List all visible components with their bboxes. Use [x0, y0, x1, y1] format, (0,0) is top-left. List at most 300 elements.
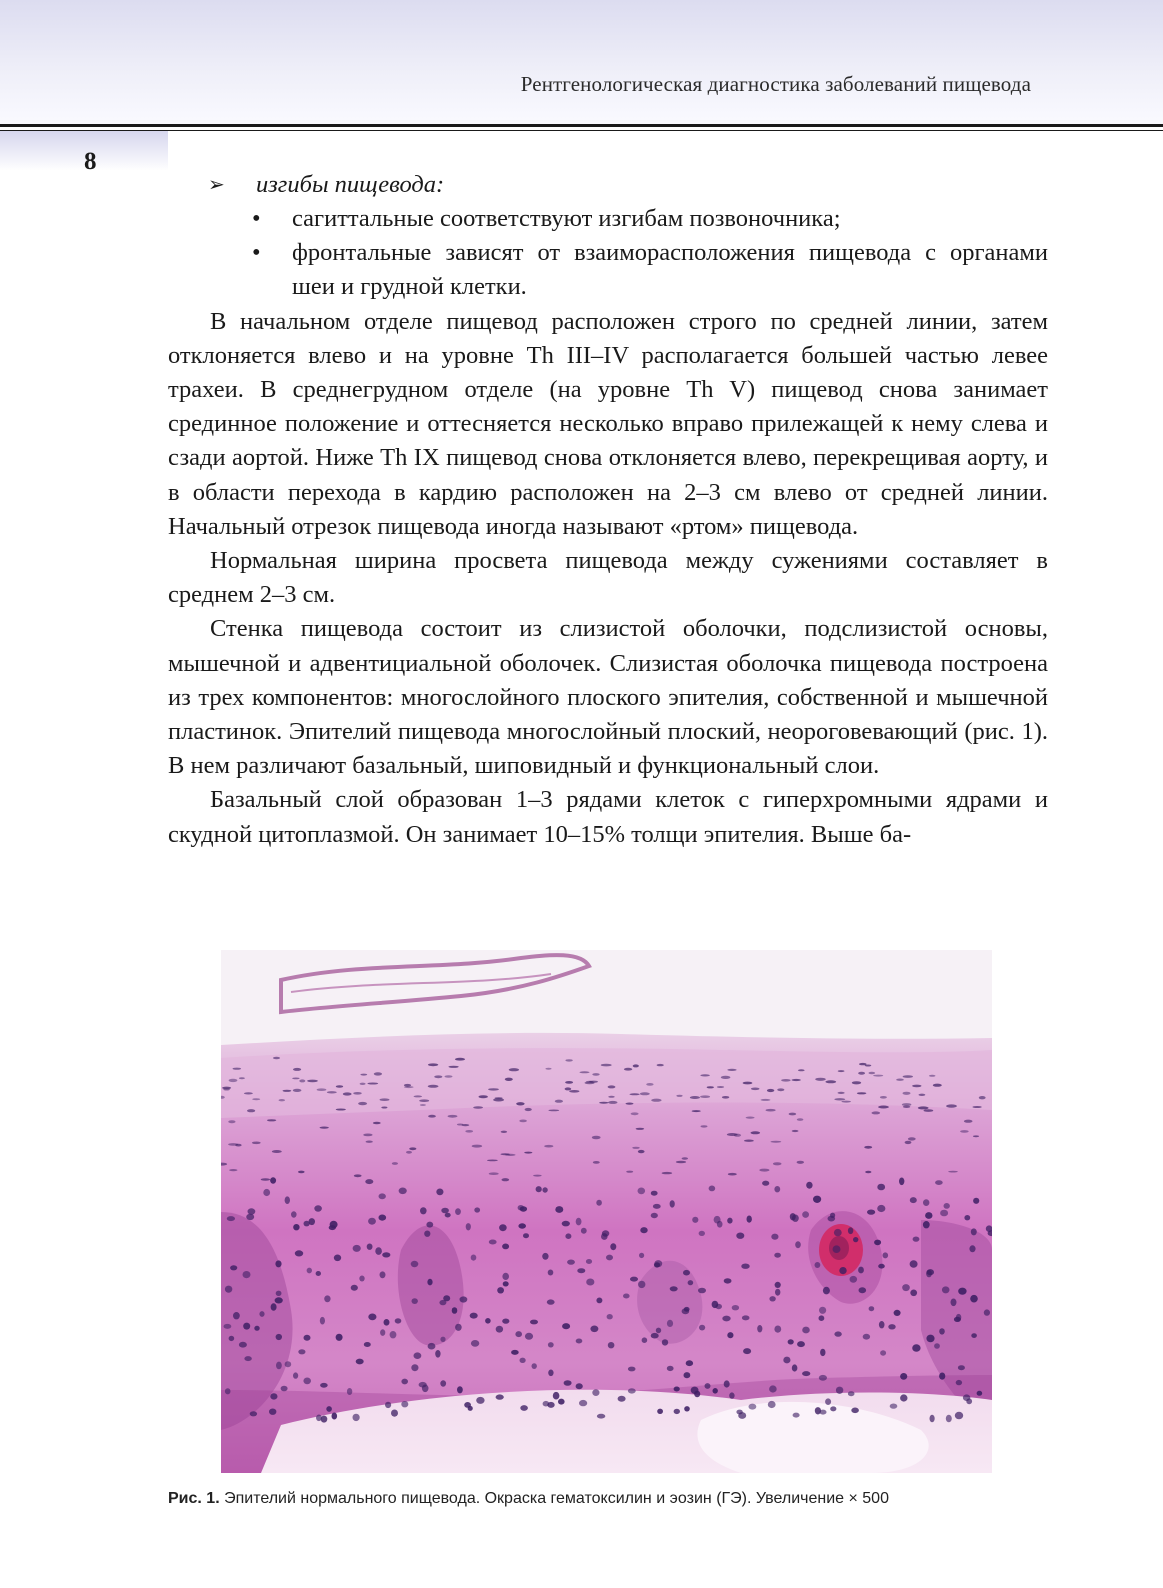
cell-nucleus [228, 1120, 235, 1123]
cell-nucleus [768, 1401, 776, 1408]
cell-nucleus [441, 1208, 449, 1214]
cell-nucleus [273, 1057, 280, 1060]
cell-nucleus [365, 1179, 373, 1184]
cell-nucleus [759, 1169, 769, 1172]
cell-nucleus [224, 1324, 232, 1329]
cell-nucleus [392, 1162, 398, 1165]
cell-nucleus [601, 1064, 612, 1067]
cell-nucleus [927, 1269, 934, 1275]
cell-nucleus [958, 1288, 966, 1295]
cell-nucleus [819, 1307, 826, 1314]
cell-nucleus [743, 1082, 753, 1085]
cell-nucleus [419, 1382, 427, 1388]
cell-nucleus [488, 1088, 499, 1090]
cell-nucleus [971, 1333, 977, 1338]
cell-nucleus [434, 1075, 442, 1078]
cell-nucleus [905, 1141, 912, 1144]
arrow-bullet-icon: ➢ [208, 174, 225, 196]
cell-nucleus [815, 1262, 821, 1268]
cell-nucleus [320, 1317, 325, 1325]
cell-nucleus [360, 1074, 367, 1076]
cell-nucleus [285, 1361, 292, 1367]
cell-nucleus [374, 1072, 382, 1075]
cell-nucleus [597, 1414, 605, 1419]
cell-nucleus [903, 1092, 911, 1095]
cell-nucleus [455, 1208, 461, 1215]
figure-caption [168, 1490, 889, 1508]
cell-nucleus [411, 1261, 419, 1267]
cell-nucleus [684, 1307, 690, 1312]
cell-nucleus [279, 1099, 285, 1101]
cell-nucleus [501, 1131, 507, 1133]
header-band [0, 0, 1163, 124]
cell-nucleus [608, 1085, 616, 1088]
cell-nucleus [823, 1287, 830, 1295]
cell-nucleus [324, 1295, 330, 1302]
cell-nucleus [263, 1189, 270, 1196]
cell-nucleus [428, 1115, 436, 1118]
cell-nucleus [426, 1222, 433, 1228]
cell-nucleus [771, 1141, 782, 1143]
cell-nucleus [326, 1406, 332, 1412]
cell-nucleus [303, 1378, 311, 1385]
cell-nucleus [960, 1130, 969, 1133]
cell-nucleus [797, 1118, 803, 1121]
cell-nucleus [841, 1101, 851, 1103]
cell-nucleus [946, 1415, 952, 1422]
cell-nucleus [684, 1372, 691, 1378]
cell-nucleus [524, 1152, 532, 1154]
list-heading [168, 168, 1048, 202]
cell-nucleus [460, 1296, 468, 1302]
cell-nucleus [926, 1335, 934, 1343]
cell-nucleus [813, 1196, 821, 1203]
cell-nucleus [225, 1286, 232, 1293]
cell-nucleus [858, 1267, 864, 1274]
cell-nucleus [653, 1204, 661, 1209]
cell-nucleus [511, 1350, 519, 1355]
cell-nucleus [536, 1186, 542, 1192]
cell-nucleus [869, 1072, 876, 1074]
cell-nucleus [379, 1215, 387, 1221]
cell-nucleus [474, 1207, 480, 1212]
cell-nucleus [243, 1323, 250, 1330]
cell-nucleus [562, 1221, 570, 1227]
paragraph: Базальный слой образован 1–3 рядами клеток с гиперхромными ядрами и скудной цитоплазмой. Он занимает 10–15% толщи эпителия. Выше ба- [168, 786, 1048, 848]
cell-nucleus [525, 1333, 533, 1340]
cell-nucleus [363, 1134, 372, 1137]
cell-nucleus [353, 1245, 361, 1252]
cell-nucleus [802, 1211, 809, 1218]
cell-nucleus [956, 1380, 962, 1385]
histology-micrograph [221, 950, 992, 1473]
cell-nucleus [307, 1268, 312, 1274]
cell-nucleus [834, 1331, 841, 1336]
cell-nucleus [518, 1223, 526, 1228]
cell-nucleus [270, 1177, 276, 1183]
cell-nucleus [401, 1401, 408, 1407]
cell-nucleus [815, 1407, 821, 1414]
cell-nucleus [283, 1090, 292, 1092]
cell-nucleus [420, 1104, 426, 1106]
cell-nucleus [276, 1334, 282, 1340]
cell-nucleus [899, 1178, 904, 1186]
cell-nucleus [834, 1098, 845, 1100]
cell-nucleus [662, 1339, 668, 1345]
cell-nucleus [375, 1247, 382, 1255]
cell-nucleus [797, 1341, 805, 1347]
cell-nucleus [520, 1405, 528, 1411]
cell-nucleus [291, 1211, 297, 1217]
cell-nucleus [379, 1193, 386, 1199]
cell-nucleus [939, 1373, 945, 1380]
cell-nucleus [935, 1180, 943, 1185]
cell-nucleus [774, 1186, 780, 1192]
cell-nucleus [419, 1099, 429, 1102]
cell-nucleus [565, 1059, 572, 1061]
cell-nucleus [243, 1271, 251, 1278]
cell-nucleus [684, 1406, 690, 1411]
cell-nucleus [304, 1335, 311, 1341]
list-heading-text: изгибы пищевода: [256, 171, 445, 198]
cell-nucleus [515, 1331, 522, 1337]
cell-nucleus [741, 1264, 749, 1269]
cell-nucleus [359, 1276, 364, 1282]
cell-nucleus [896, 1079, 904, 1081]
cell-nucleus [964, 1120, 973, 1123]
cell-nucleus [902, 1284, 910, 1291]
cell-nucleus [910, 1197, 917, 1203]
cell-nucleus [381, 1107, 387, 1109]
cell-nucleus [636, 1128, 645, 1130]
cell-nucleus [646, 1083, 653, 1086]
cell-nucleus [919, 1094, 926, 1096]
cell-nucleus [853, 1237, 858, 1242]
cell-nucleus [464, 1402, 471, 1408]
cell-nucleus [320, 1127, 329, 1129]
cell-nucleus [850, 1276, 858, 1283]
cell-nucleus [353, 1414, 360, 1421]
cell-nucleus [293, 1068, 301, 1071]
cell-nucleus [713, 1388, 718, 1394]
cell-nucleus [440, 1337, 445, 1342]
cell-nucleus [292, 1078, 299, 1080]
cell-nucleus [747, 1216, 752, 1223]
cell-nucleus [781, 1079, 791, 1082]
cell-nucleus [479, 1095, 488, 1098]
cell-nucleus [314, 1205, 322, 1211]
cell-nucleus [918, 1106, 929, 1109]
cell-nucleus [798, 1069, 805, 1071]
cell-nucleus [626, 1171, 633, 1173]
cell-nucleus [440, 1380, 446, 1386]
cell-nucleus [239, 1077, 245, 1079]
cell-nucleus [783, 1357, 790, 1364]
cell-nucleus [834, 1229, 842, 1236]
cell-nucleus [903, 1075, 913, 1078]
list-item [168, 202, 1048, 236]
cell-nucleus [275, 1297, 283, 1303]
cell-nucleus [562, 1323, 570, 1329]
cell-nucleus [356, 1359, 364, 1365]
cell-nucleus [912, 1085, 921, 1088]
cell-nucleus [593, 1161, 600, 1164]
cell-nucleus [259, 1311, 264, 1317]
cell-nucleus [543, 1401, 550, 1407]
cell-nucleus [724, 1380, 730, 1387]
cell-nucleus [682, 1157, 688, 1159]
cell-nucleus [872, 1111, 881, 1114]
cell-nucleus [902, 1103, 912, 1106]
cell-nucleus [676, 1161, 686, 1163]
cell-nucleus [766, 1109, 776, 1112]
cell-nucleus [547, 1299, 555, 1304]
cell-nucleus [692, 1217, 698, 1223]
caption-label: Рис. 1. [168, 1490, 220, 1507]
cell-nucleus [261, 1178, 270, 1180]
cell-nucleus [727, 1069, 736, 1071]
cell-nucleus [229, 1169, 237, 1171]
cell-nucleus [825, 1080, 836, 1083]
cell-nucleus [503, 1281, 509, 1286]
cell-nucleus [757, 1325, 762, 1332]
cell-nucleus [971, 1228, 977, 1235]
cell-nucleus [320, 1383, 328, 1388]
cell-nucleus [548, 1370, 553, 1377]
cell-nucleus [332, 1413, 338, 1420]
cell-nucleus [555, 1100, 563, 1103]
cell-nucleus [929, 1075, 936, 1077]
cell-nucleus [471, 1255, 477, 1261]
cell-nucleus [699, 1325, 705, 1331]
cell-nucleus [749, 1404, 757, 1410]
cell-nucleus [852, 1081, 861, 1084]
cell-nucleus [838, 1070, 845, 1072]
cell-nucleus [970, 1295, 978, 1303]
cell-nucleus [452, 1307, 458, 1314]
cell-nucleus [244, 1092, 253, 1094]
cell-nucleus [701, 1125, 708, 1127]
cell-nucleus [385, 1402, 391, 1408]
cell-nucleus [728, 1173, 737, 1176]
cell-nucleus [746, 1117, 755, 1119]
cell-nucleus [709, 1186, 716, 1192]
cell-nucleus [623, 1294, 630, 1299]
cell-nucleus [714, 1216, 721, 1224]
cell-nucleus [839, 1267, 846, 1274]
cell-nucleus [269, 1409, 276, 1415]
cell-nucleus [775, 1289, 780, 1296]
cell-nucleus [628, 1388, 636, 1393]
cell-nucleus [864, 1146, 872, 1149]
cell-nucleus [851, 1408, 859, 1414]
cell-nucleus [586, 1279, 594, 1286]
cell-nucleus [576, 1218, 582, 1226]
cell-nucleus [497, 1287, 504, 1293]
list-item-text: фронтальные зависят от взаиморасположения пищевода с органами шеи и грудной клетки. [292, 239, 1048, 301]
header-rule [0, 124, 1163, 127]
cell-nucleus [633, 1064, 639, 1067]
cell-nucleus [401, 1379, 408, 1385]
cell-nucleus [863, 1334, 870, 1340]
cell-nucleus [715, 1304, 722, 1309]
bullet-dot-icon: • [252, 239, 261, 267]
cell-nucleus [869, 1306, 875, 1311]
cell-nucleus [567, 1260, 575, 1265]
cell-nucleus [601, 1233, 608, 1240]
cell-nucleus [795, 1241, 801, 1248]
cell-nucleus [382, 1252, 390, 1257]
cell-nucleus [411, 1364, 418, 1371]
cell-nucleus [272, 1150, 282, 1153]
cell-nucleus [742, 1315, 750, 1320]
cell-nucleus [520, 1358, 526, 1363]
cell-nucleus [686, 1360, 693, 1366]
cell-nucleus [979, 1096, 986, 1099]
cell-nucleus [576, 1339, 583, 1344]
cell-nucleus [329, 1225, 336, 1230]
cell-nucleus [473, 1106, 483, 1109]
cell-nucleus [654, 1260, 662, 1267]
cell-nucleus [788, 1339, 794, 1344]
cell-nucleus [327, 1091, 337, 1093]
cell-nucleus [499, 1224, 507, 1231]
cell-nucleus [727, 1218, 732, 1224]
cell-nucleus [233, 1068, 242, 1070]
cell-nucleus [933, 1084, 942, 1087]
cell-nucleus [275, 1260, 281, 1267]
cell-nucleus [495, 1097, 503, 1099]
cell-nucleus [651, 1213, 658, 1218]
cell-nucleus [973, 1135, 979, 1137]
cell-nucleus [406, 1151, 412, 1154]
cell-nucleus [358, 1102, 367, 1105]
cell-nucleus [802, 1371, 810, 1376]
cell-nucleus [789, 1113, 797, 1116]
cell-nucleus [833, 1245, 841, 1253]
cell-nucleus [285, 1196, 290, 1204]
cell-nucleus [399, 1188, 407, 1195]
cell-nucleus [608, 1342, 615, 1348]
cell-nucleus [505, 1078, 513, 1081]
cell-nucleus [336, 1085, 343, 1087]
cell-nucleus [295, 1250, 303, 1256]
cell-nucleus [944, 1203, 950, 1209]
cell-nucleus [771, 1234, 778, 1240]
cell-nucleus [879, 1321, 885, 1328]
cell-nucleus [391, 1410, 398, 1417]
cell-nucleus [908, 1137, 916, 1140]
cell-nucleus [281, 1386, 288, 1392]
cell-nucleus [225, 1388, 231, 1394]
cell-nucleus [878, 1106, 889, 1109]
cell-nucleus [880, 1350, 886, 1355]
cell-nucleus [858, 1072, 865, 1075]
cell-nucleus [629, 1093, 639, 1095]
cell-nucleus [545, 1068, 551, 1070]
cell-nucleus [293, 1089, 302, 1092]
cell-nucleus [404, 1086, 414, 1088]
cell-nucleus [972, 1106, 981, 1108]
cell-nucleus [674, 1387, 680, 1392]
cell-nucleus [913, 1237, 920, 1242]
cell-nucleus [336, 1334, 343, 1341]
cell-nucleus [565, 1081, 573, 1084]
cell-nucleus [390, 1331, 397, 1338]
cell-nucleus [607, 1314, 613, 1319]
cell-nucleus [276, 1291, 282, 1296]
cell-nucleus [806, 1182, 812, 1189]
cell-nucleus [502, 1319, 509, 1324]
cell-nucleus [867, 1210, 875, 1215]
cell-nucleus [427, 1279, 432, 1286]
cell-nucleus [244, 1356, 251, 1361]
paragraph: В начальном отделе пищевод расположен строго по средней линии, затем отклоняется влево и на уровне Th III–IV располагается большей частью левее трахеи. В среднегрудном отделе (на уровне Th V) пищевод снова занимает срединное положение и оттесняется несколько вправо прилежащей к нему слева и сзади аортой. Ниже Th IX пищевод снова отклоняется влево, перекрещивая аорту, и в области перехода в кардию расположен на 2–3 см влево от средней линии. Начальный отрезок пищевода иногда называют «ртом» пищевода. [168, 307, 1048, 540]
cell-nucleus [505, 1154, 516, 1156]
cell-nucleus [744, 1140, 754, 1142]
cell-nucleus [626, 1103, 634, 1105]
cell-nucleus [298, 1171, 305, 1174]
cell-nucleus [934, 1343, 940, 1349]
cell-nucleus [956, 1314, 961, 1321]
cell-nucleus [942, 1286, 950, 1293]
cell-nucleus [564, 1380, 572, 1386]
cell-nucleus [736, 1233, 744, 1239]
cell-nucleus [657, 1409, 663, 1414]
cell-nucleus [948, 1171, 958, 1173]
cell-nucleus [316, 1415, 322, 1422]
cell-nucleus [502, 1244, 509, 1250]
cell-nucleus [767, 1089, 774, 1092]
cell-nucleus [792, 1364, 798, 1371]
cell-nucleus [874, 1240, 881, 1246]
cell-nucleus [640, 1092, 650, 1095]
cell-nucleus [734, 1134, 741, 1137]
micrograph-image [221, 950, 992, 1473]
cell-nucleus [848, 1227, 853, 1234]
cell-nucleus [366, 1141, 373, 1143]
cell-nucleus [877, 1184, 885, 1191]
cell-nucleus [769, 1385, 777, 1392]
cell-nucleus [797, 1161, 804, 1164]
bullet-dot-icon: • [252, 205, 261, 232]
cell-nucleus [428, 1343, 436, 1350]
cell-nucleus [544, 1145, 553, 1148]
cell-nucleus [631, 1112, 639, 1115]
cell-nucleus [608, 1101, 617, 1104]
cell-nucleus [485, 1318, 491, 1324]
cell-nucleus [553, 1392, 560, 1400]
cell-nucleus [924, 1109, 934, 1112]
cell-nucleus [900, 1373, 907, 1380]
cell-nucleus [487, 1160, 498, 1162]
cell-nucleus [732, 1305, 739, 1310]
cell-nucleus [865, 1065, 872, 1067]
cell-nucleus [229, 1079, 238, 1082]
cell-nucleus [542, 1253, 548, 1260]
cell-nucleus [384, 1319, 390, 1326]
cell-nucleus [656, 1328, 661, 1334]
cell-nucleus [455, 1058, 465, 1061]
cell-nucleus [618, 1396, 626, 1402]
cell-nucleus [912, 1344, 920, 1352]
cell-nucleus [254, 1326, 259, 1331]
cell-nucleus [252, 1142, 261, 1145]
cell-nucleus [773, 1162, 782, 1165]
cell-nucleus [638, 1150, 645, 1153]
cell-nucleus [229, 1336, 235, 1341]
cell-nucleus [958, 1365, 965, 1370]
